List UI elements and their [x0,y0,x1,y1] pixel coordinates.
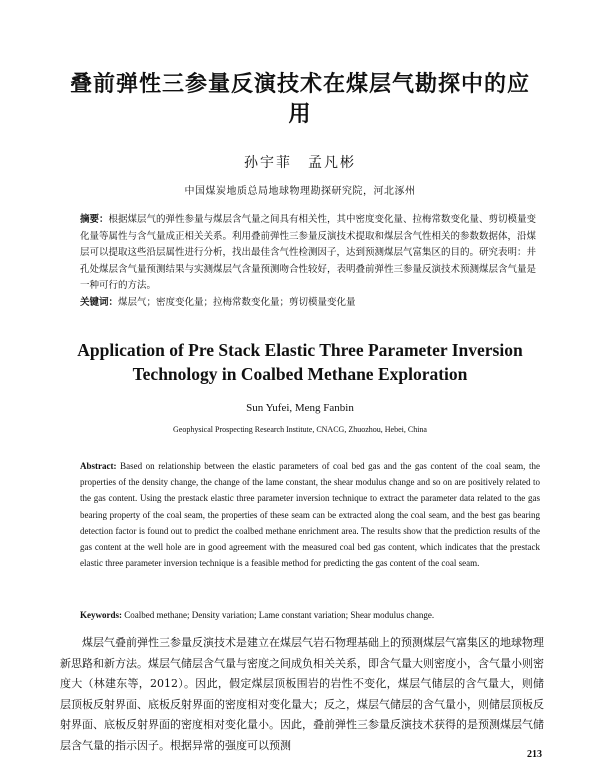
keywords-english-text: Coalbed methane; Density variation; Lame constant variation; Shear modulus change. [124,610,435,620]
title-chinese: 叠前弹性三参量反演技术在煤层气勘探中的应用 [69,72,530,127]
keywords-chinese-label: 关键词： [80,296,119,308]
body-paragraph: 煤层气叠前弹性三参量反演技术是建立在煤层气岩石物理基础上的预测煤层气富集区的地球物理新思路和新方法。煤层气储层含气量与密度之间成负相关关系，即含气量大则密度小，含气量小则密度大（林建东等，2012）。因此，假定煤层顶板围岩的岩性不变化，煤层气储层的含气量大，则储层顶板反射界面、底板反射界面的密度相对变化量大；反之，煤层气储层的含气量小，则储层顶板反射界面、底板反射界面的密度相对变化量小。因此，叠前弹性三参量反演技术获得的是预测煤层气储层含气量的指示因子。根据异常的强度可以预测 [60,636,544,752]
title-english: Application of Pre Stack Elastic Three Parameter Inversion Technology in Coalbed Methane Exploration [77,340,523,384]
affiliation-english: Geophysical Prospecting Research Institute, CNACG, Zhuozhou, Hebei, China [173,425,427,434]
abstract-english-block [80,458,540,571]
abstract-chinese-text: 根据煤层气的弹性参量与煤层含气量之间具有相关性，其中密度变化量、拉梅常数变化量、剪切模量变化量等属性与含气量成正相关关系。利用叠前弹性三参量反演技术提取和煤层含气性相关的参数数据体，沿煤层可以提取这些沿层属性进行分析，找出最佳含气性检测因子，达到预测煤层气富集区的目的。研究表明：井孔处煤层含气量预测结果与实测煤层气含量预测吻合性较好，表明叠前弹性三参量反演技术预测煤层含气量是一种可行的方法。 [80,214,537,291]
abstract-chinese-label: 摘要： [80,214,109,225]
abstract-english-text: Based on relationship between the elastic parameters of coal bed gas and the gas content of the coal seam, the properties of the density change, the change of the lame constant, the shear modulus change and so on are positively related to the gas content. Using the prestack elastic three parameter inversion technique to extract the parameter data related to the gas bearing property of the coal seam, the properties of these seam can be extracted along the coal seam, and the best gas bearing detection factor is found out to predict the coalbed methane enrichment area. The results show that the prediction results of the gas content at the well hole are in good agreement with the measured coal bed gas content, which indicates that the prestack elastic three parameter inversion technique is a feasible method for predicting the gas content of the coal seam. [80,461,541,569]
authors-chinese: 孙宇菲 孟凡彬 [244,155,356,171]
authors-english: Sun Yufei, Meng Fanbin [246,402,354,414]
abstract-english-label: Abstract: [80,461,117,471]
affiliation-chinese: 中国煤炭地质总局地球物理勘探研究院，河北涿州 [184,186,416,197]
keywords-chinese-text: 煤层气；密度变化量；拉梅常数变化量；剪切模量变化量 [118,296,356,308]
keywords-english-block [80,608,540,622]
abstract-chinese-block [80,212,540,311]
page-number: 213 [527,749,542,760]
keywords-english-label: Keywords: [80,610,122,620]
